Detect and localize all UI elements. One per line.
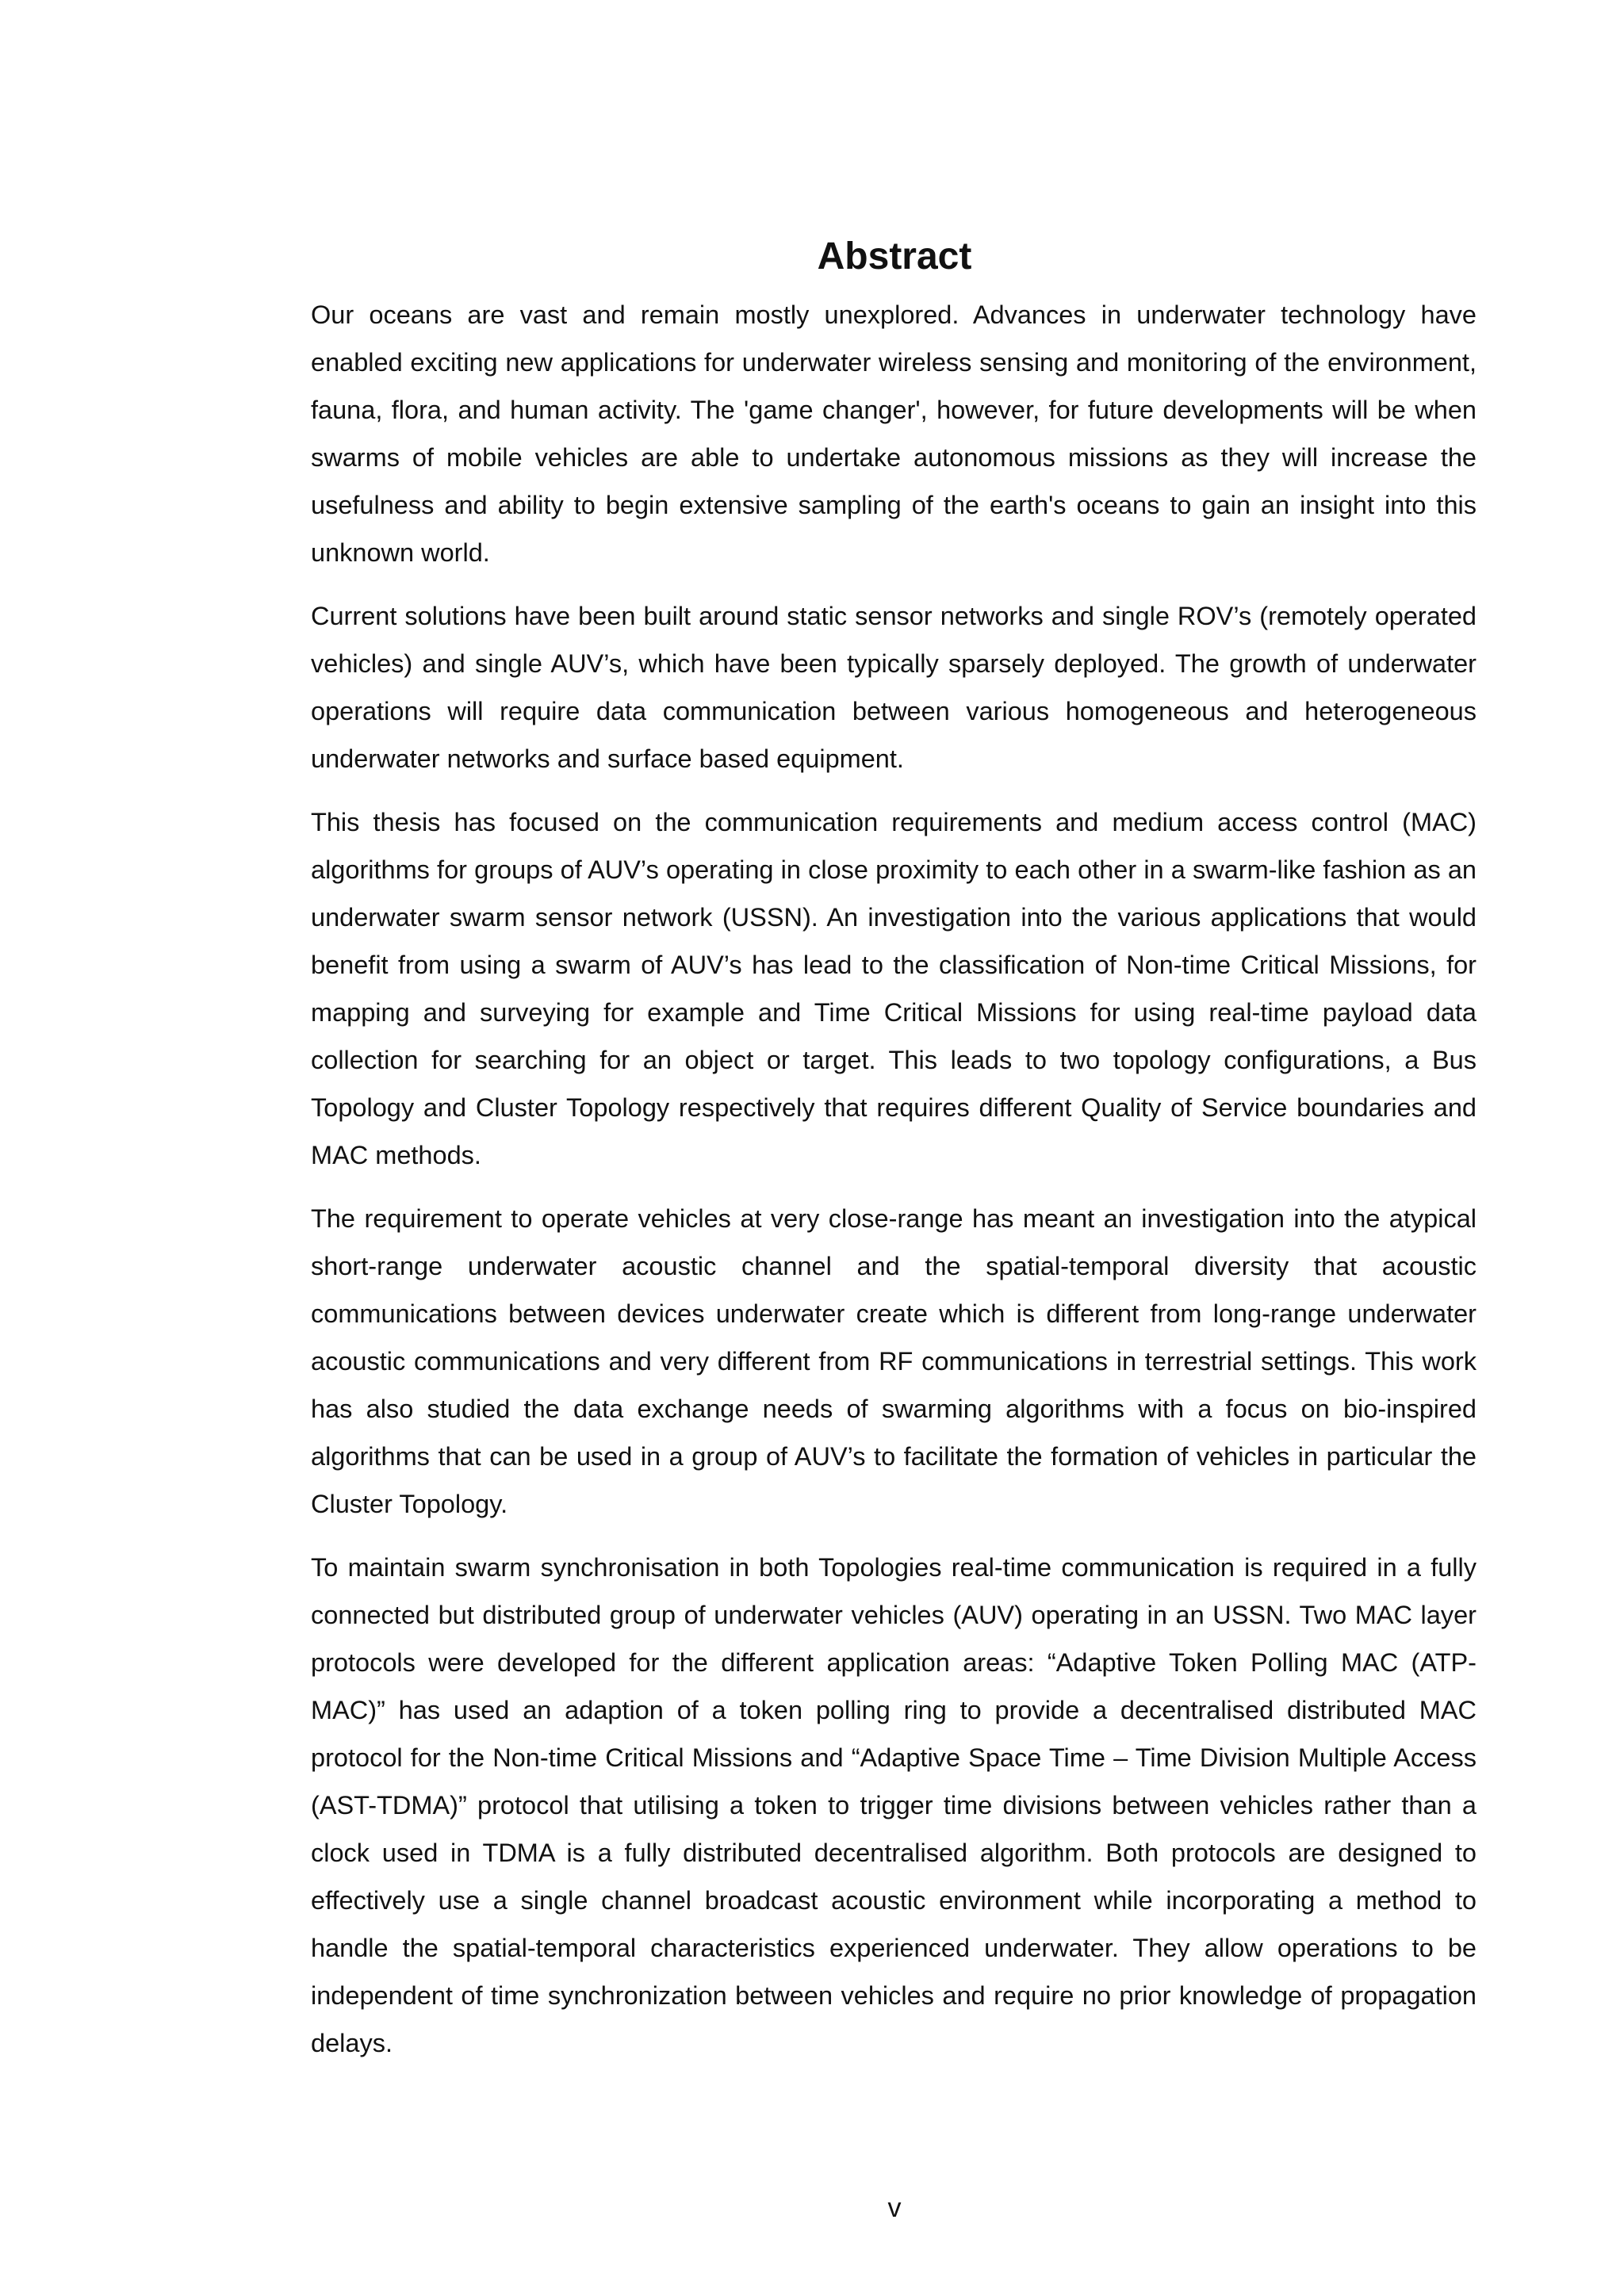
abstract-paragraph-4: The requirement to operate vehicles at very close-range has meant an investigation into the atypical short-range underwater acoustic channel and the spatial-temporal diversity that acoustic communications between devices underwater create which is different from long-range underwater acoustic communications and very different from RF communications in terrestrial settings. This work has also studied the data exchange needs of swarming algorithms with a focus on bio-inspired algorithms that can be used in a group of AUV’s to facilitate the formation of vehicles in particular the Cluster Topology. — [311, 1204, 1477, 1518]
abstract-paragraph-1: Our oceans are vast and remain mostly unexplored. Advances in underwater technology have enabled exciting new applications for underwater wireless sensing and monitoring of the environment, fauna, flora, and human activity. The 'game changer', however, for future developments will be when swarms of mobile vehicles are able to undertake autonomous missions as they will increase the usefulness and ability to begin extensive sampling of the earth's oceans to gain an insight into this unknown world. — [311, 300, 1477, 567]
abstract-paragraph-5: To maintain swarm synchronisation in both Topologies real-time communication is required in a fully connected but distributed group of underwater vehicles (AUV) operating in an USSN. Two MAC layer protocols were developed for the different application areas: “Adaptive Token Polling MAC (ATP-MAC)” has used an adaption of a token polling ring to provide a decentralised distributed MAC protocol for the Non-time Critical Missions and “Adaptive Space Time – Time Division Multiple Access (AST-TDMA)” protocol that utilising a token to trigger time divisions between vehicles rather than a clock used in TDMA is a fully distributed decentralised algorithm. Both protocols are designed to effectively use a single channel broadcast acoustic environment while incorporating a method to handle the spatial-temporal characteristics experienced underwater. They allow operations to be independent of time synchronization between vehicles and require no prior knowledge of propagation delays. — [311, 1553, 1477, 2057]
abstract-body — [311, 291, 1477, 2083]
abstract-paragraph-2: Current solutions have been built around static sensor networks and single ROV’s (remotely operated vehicles) and single AUV’s, which have been typically sparsely deployed. The growth of underwater operations will require data communication between various homogeneous and heterogeneous underwater networks and surface based equipment. — [311, 602, 1477, 773]
abstract-paragraph-3: This thesis has focused on the communication requirements and medium access control (MAC) algorithms for groups of AUV’s operating in close proximity to each other in a swarm-like fashion as an underwater swarm sensor network (USSN). An investigation into the various applications that would benefit from using a swarm of AUV’s has lead to the classification of Non-time Critical Missions, for mapping and surveying for example and Time Critical Missions for using real-time payload data collection for searching for an object or target. This leads to two topology configurations, a Bus Topology and Cluster Topology respectively that requires different Quality of Service boundaries and MAC methods. — [311, 808, 1477, 1169]
page-number: v — [887, 2193, 902, 2223]
abstract-heading: Abstract — [817, 235, 972, 277]
